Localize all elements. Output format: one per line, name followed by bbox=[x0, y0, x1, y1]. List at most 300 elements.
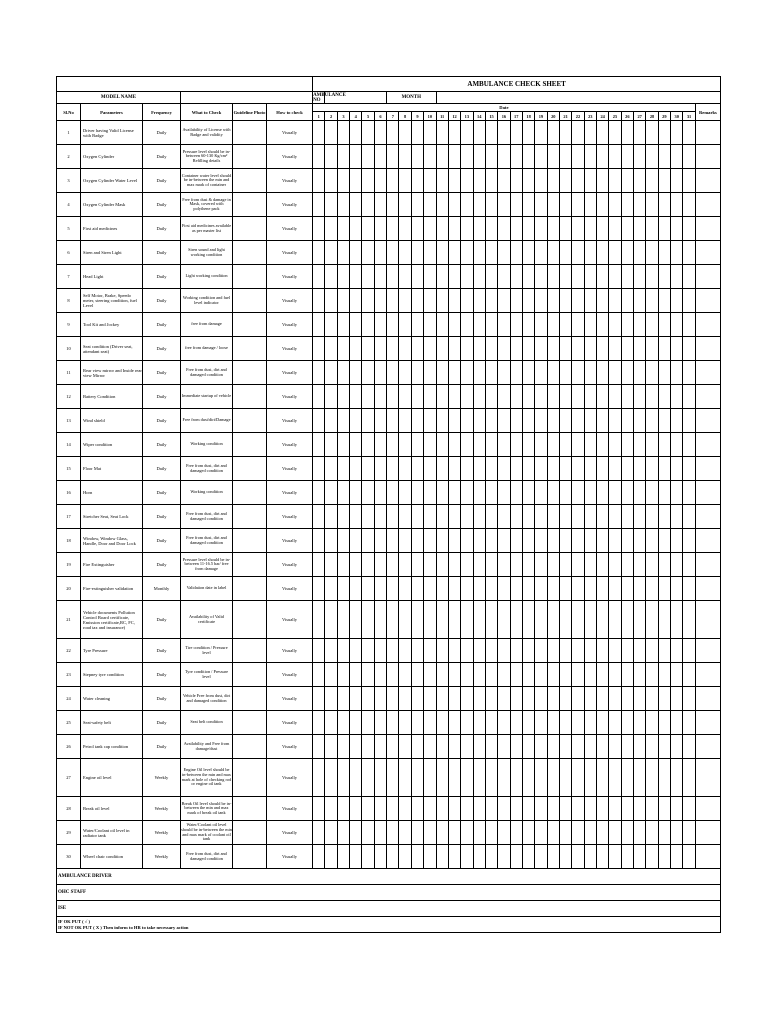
day-check-cell[interactable] bbox=[658, 385, 670, 409]
day-check-cell[interactable] bbox=[634, 433, 646, 457]
day-check-cell[interactable] bbox=[683, 639, 695, 663]
day-check-cell[interactable] bbox=[547, 457, 559, 481]
day-check-cell[interactable] bbox=[399, 457, 411, 481]
day-check-cell[interactable] bbox=[473, 121, 485, 145]
day-check-cell[interactable] bbox=[671, 639, 683, 663]
day-check-cell[interactable] bbox=[485, 457, 497, 481]
day-check-cell[interactable] bbox=[510, 145, 522, 169]
day-check-cell[interactable] bbox=[313, 553, 325, 577]
day-check-cell[interactable] bbox=[572, 409, 584, 433]
day-check-cell[interactable] bbox=[461, 313, 473, 337]
row-remarks[interactable] bbox=[695, 337, 720, 361]
day-check-cell[interactable] bbox=[325, 145, 337, 169]
day-check-cell[interactable] bbox=[584, 797, 596, 821]
day-check-cell[interactable] bbox=[559, 845, 571, 869]
day-check-cell[interactable] bbox=[399, 217, 411, 241]
day-check-cell[interactable] bbox=[362, 845, 374, 869]
day-check-cell[interactable] bbox=[498, 265, 510, 289]
day-check-cell[interactable] bbox=[424, 711, 436, 735]
row-remarks[interactable] bbox=[695, 759, 720, 797]
day-check-cell[interactable] bbox=[448, 601, 460, 639]
day-check-cell[interactable] bbox=[658, 409, 670, 433]
day-check-cell[interactable] bbox=[374, 553, 386, 577]
day-check-cell[interactable] bbox=[448, 337, 460, 361]
day-check-cell[interactable] bbox=[572, 687, 584, 711]
day-check-cell[interactable] bbox=[424, 577, 436, 601]
day-check-cell[interactable] bbox=[671, 481, 683, 505]
day-check-cell[interactable] bbox=[634, 217, 646, 241]
day-check-cell[interactable] bbox=[337, 821, 349, 845]
day-check-cell[interactable] bbox=[350, 577, 362, 601]
day-check-cell[interactable] bbox=[596, 663, 608, 687]
day-check-cell[interactable] bbox=[559, 313, 571, 337]
row-remarks[interactable] bbox=[695, 601, 720, 639]
day-check-cell[interactable] bbox=[313, 759, 325, 797]
day-check-cell[interactable] bbox=[350, 797, 362, 821]
day-check-cell[interactable] bbox=[411, 265, 423, 289]
day-check-cell[interactable] bbox=[572, 553, 584, 577]
day-check-cell[interactable] bbox=[609, 361, 621, 385]
day-check-cell[interactable] bbox=[584, 241, 596, 265]
day-check-cell[interactable] bbox=[596, 759, 608, 797]
day-check-cell[interactable] bbox=[337, 687, 349, 711]
day-check-cell[interactable] bbox=[387, 577, 399, 601]
day-check-cell[interactable] bbox=[510, 663, 522, 687]
day-check-cell[interactable] bbox=[325, 361, 337, 385]
day-check-cell[interactable] bbox=[374, 845, 386, 869]
day-check-cell[interactable] bbox=[547, 241, 559, 265]
day-check-cell[interactable] bbox=[621, 361, 633, 385]
day-check-cell[interactable] bbox=[609, 265, 621, 289]
day-check-cell[interactable] bbox=[485, 529, 497, 553]
day-check-cell[interactable] bbox=[374, 797, 386, 821]
day-check-cell[interactable] bbox=[609, 409, 621, 433]
day-check-cell[interactable] bbox=[522, 553, 534, 577]
day-check-cell[interactable] bbox=[325, 409, 337, 433]
day-check-cell[interactable] bbox=[350, 481, 362, 505]
day-check-cell[interactable] bbox=[448, 529, 460, 553]
day-check-cell[interactable] bbox=[473, 457, 485, 481]
day-check-cell[interactable] bbox=[559, 797, 571, 821]
day-check-cell[interactable] bbox=[399, 759, 411, 797]
day-check-cell[interactable] bbox=[399, 169, 411, 193]
day-check-cell[interactable] bbox=[485, 337, 497, 361]
day-check-cell[interactable] bbox=[485, 735, 497, 759]
day-check-cell[interactable] bbox=[411, 577, 423, 601]
day-check-cell[interactable] bbox=[535, 433, 547, 457]
day-check-cell[interactable] bbox=[350, 289, 362, 313]
row-remarks[interactable] bbox=[695, 663, 720, 687]
row-remarks[interactable] bbox=[695, 241, 720, 265]
day-check-cell[interactable] bbox=[658, 241, 670, 265]
day-check-cell[interactable] bbox=[584, 845, 596, 869]
day-check-cell[interactable] bbox=[436, 553, 448, 577]
day-check-cell[interactable] bbox=[609, 577, 621, 601]
day-check-cell[interactable] bbox=[671, 361, 683, 385]
row-remarks[interactable] bbox=[695, 845, 720, 869]
day-check-cell[interactable] bbox=[374, 121, 386, 145]
day-check-cell[interactable] bbox=[461, 361, 473, 385]
day-check-cell[interactable] bbox=[671, 759, 683, 797]
day-check-cell[interactable] bbox=[621, 265, 633, 289]
day-check-cell[interactable] bbox=[621, 169, 633, 193]
day-check-cell[interactable] bbox=[646, 313, 658, 337]
day-check-cell[interactable] bbox=[461, 505, 473, 529]
day-check-cell[interactable] bbox=[584, 289, 596, 313]
day-check-cell[interactable] bbox=[535, 601, 547, 639]
day-check-cell[interactable] bbox=[498, 289, 510, 313]
day-check-cell[interactable] bbox=[473, 797, 485, 821]
day-check-cell[interactable] bbox=[510, 505, 522, 529]
day-check-cell[interactable] bbox=[350, 639, 362, 663]
day-check-cell[interactable] bbox=[596, 601, 608, 639]
day-check-cell[interactable] bbox=[461, 797, 473, 821]
day-check-cell[interactable] bbox=[424, 845, 436, 869]
day-check-cell[interactable] bbox=[535, 265, 547, 289]
day-check-cell[interactable] bbox=[510, 759, 522, 797]
day-check-cell[interactable] bbox=[436, 505, 448, 529]
day-check-cell[interactable] bbox=[325, 217, 337, 241]
day-check-cell[interactable] bbox=[522, 759, 534, 797]
day-check-cell[interactable] bbox=[658, 711, 670, 735]
day-check-cell[interactable] bbox=[671, 337, 683, 361]
day-check-cell[interactable] bbox=[683, 529, 695, 553]
day-check-cell[interactable] bbox=[683, 337, 695, 361]
day-check-cell[interactable] bbox=[559, 821, 571, 845]
day-check-cell[interactable] bbox=[522, 845, 534, 869]
day-check-cell[interactable] bbox=[473, 265, 485, 289]
row-remarks[interactable] bbox=[695, 457, 720, 481]
day-check-cell[interactable] bbox=[658, 845, 670, 869]
day-check-cell[interactable] bbox=[572, 577, 584, 601]
day-check-cell[interactable] bbox=[473, 289, 485, 313]
day-check-cell[interactable] bbox=[313, 217, 325, 241]
day-check-cell[interactable] bbox=[411, 735, 423, 759]
day-check-cell[interactable] bbox=[559, 711, 571, 735]
day-check-cell[interactable] bbox=[362, 169, 374, 193]
day-check-cell[interactable] bbox=[411, 505, 423, 529]
day-check-cell[interactable] bbox=[559, 457, 571, 481]
day-check-cell[interactable] bbox=[350, 663, 362, 687]
day-check-cell[interactable] bbox=[362, 409, 374, 433]
day-check-cell[interactable] bbox=[325, 169, 337, 193]
day-check-cell[interactable] bbox=[671, 821, 683, 845]
day-check-cell[interactable] bbox=[399, 265, 411, 289]
day-check-cell[interactable] bbox=[436, 217, 448, 241]
row-remarks[interactable] bbox=[695, 289, 720, 313]
day-check-cell[interactable] bbox=[362, 735, 374, 759]
day-check-cell[interactable] bbox=[399, 821, 411, 845]
day-check-cell[interactable] bbox=[387, 639, 399, 663]
day-check-cell[interactable] bbox=[448, 735, 460, 759]
day-check-cell[interactable] bbox=[671, 313, 683, 337]
day-check-cell[interactable] bbox=[572, 639, 584, 663]
day-check-cell[interactable] bbox=[325, 735, 337, 759]
day-check-cell[interactable] bbox=[572, 821, 584, 845]
day-check-cell[interactable] bbox=[350, 337, 362, 361]
day-check-cell[interactable] bbox=[596, 289, 608, 313]
day-check-cell[interactable] bbox=[609, 759, 621, 797]
day-check-cell[interactable] bbox=[522, 663, 534, 687]
day-check-cell[interactable] bbox=[411, 759, 423, 797]
day-check-cell[interactable] bbox=[584, 639, 596, 663]
day-check-cell[interactable] bbox=[485, 121, 497, 145]
day-check-cell[interactable] bbox=[609, 313, 621, 337]
row-remarks[interactable] bbox=[695, 481, 720, 505]
day-check-cell[interactable] bbox=[671, 687, 683, 711]
day-check-cell[interactable] bbox=[559, 169, 571, 193]
day-check-cell[interactable] bbox=[350, 313, 362, 337]
day-check-cell[interactable] bbox=[535, 711, 547, 735]
day-check-cell[interactable] bbox=[671, 241, 683, 265]
day-check-cell[interactable] bbox=[485, 759, 497, 797]
day-check-cell[interactable] bbox=[374, 433, 386, 457]
day-check-cell[interactable] bbox=[436, 577, 448, 601]
day-check-cell[interactable] bbox=[596, 385, 608, 409]
day-check-cell[interactable] bbox=[313, 433, 325, 457]
day-check-cell[interactable] bbox=[535, 217, 547, 241]
day-check-cell[interactable] bbox=[399, 361, 411, 385]
day-check-cell[interactable] bbox=[424, 457, 436, 481]
day-check-cell[interactable] bbox=[387, 361, 399, 385]
day-check-cell[interactable] bbox=[350, 385, 362, 409]
day-check-cell[interactable] bbox=[510, 121, 522, 145]
day-check-cell[interactable] bbox=[609, 289, 621, 313]
day-check-cell[interactable] bbox=[658, 529, 670, 553]
day-check-cell[interactable] bbox=[547, 217, 559, 241]
day-check-cell[interactable] bbox=[374, 385, 386, 409]
day-check-cell[interactable] bbox=[510, 481, 522, 505]
day-check-cell[interactable] bbox=[498, 169, 510, 193]
day-check-cell[interactable] bbox=[485, 577, 497, 601]
day-check-cell[interactable] bbox=[411, 663, 423, 687]
day-check-cell[interactable] bbox=[683, 711, 695, 735]
day-check-cell[interactable] bbox=[584, 457, 596, 481]
day-check-cell[interactable] bbox=[473, 639, 485, 663]
day-check-cell[interactable] bbox=[337, 193, 349, 217]
day-check-cell[interactable] bbox=[448, 505, 460, 529]
day-check-cell[interactable] bbox=[411, 529, 423, 553]
day-check-cell[interactable] bbox=[473, 169, 485, 193]
day-check-cell[interactable] bbox=[399, 145, 411, 169]
day-check-cell[interactable] bbox=[646, 845, 658, 869]
day-check-cell[interactable] bbox=[325, 337, 337, 361]
day-check-cell[interactable] bbox=[547, 169, 559, 193]
day-check-cell[interactable] bbox=[510, 409, 522, 433]
day-check-cell[interactable] bbox=[547, 361, 559, 385]
day-check-cell[interactable] bbox=[350, 505, 362, 529]
day-check-cell[interactable] bbox=[362, 505, 374, 529]
day-check-cell[interactable] bbox=[337, 759, 349, 797]
day-check-cell[interactable] bbox=[621, 687, 633, 711]
day-check-cell[interactable] bbox=[510, 361, 522, 385]
day-check-cell[interactable] bbox=[609, 121, 621, 145]
day-check-cell[interactable] bbox=[313, 639, 325, 663]
day-check-cell[interactable] bbox=[584, 169, 596, 193]
day-check-cell[interactable] bbox=[411, 313, 423, 337]
day-check-cell[interactable] bbox=[547, 481, 559, 505]
day-check-cell[interactable] bbox=[411, 687, 423, 711]
day-check-cell[interactable] bbox=[572, 845, 584, 869]
day-check-cell[interactable] bbox=[448, 553, 460, 577]
day-check-cell[interactable] bbox=[461, 337, 473, 361]
day-check-cell[interactable] bbox=[424, 639, 436, 663]
day-check-cell[interactable] bbox=[634, 845, 646, 869]
day-check-cell[interactable] bbox=[646, 457, 658, 481]
day-check-cell[interactable] bbox=[522, 337, 534, 361]
day-check-cell[interactable] bbox=[683, 457, 695, 481]
day-check-cell[interactable] bbox=[535, 735, 547, 759]
day-check-cell[interactable] bbox=[387, 845, 399, 869]
day-check-cell[interactable] bbox=[313, 385, 325, 409]
day-check-cell[interactable] bbox=[658, 481, 670, 505]
day-check-cell[interactable] bbox=[522, 433, 534, 457]
row-remarks[interactable] bbox=[695, 265, 720, 289]
day-check-cell[interactable] bbox=[646, 337, 658, 361]
day-check-cell[interactable] bbox=[559, 217, 571, 241]
day-check-cell[interactable] bbox=[473, 577, 485, 601]
day-check-cell[interactable] bbox=[337, 505, 349, 529]
day-check-cell[interactable] bbox=[362, 601, 374, 639]
day-check-cell[interactable] bbox=[362, 337, 374, 361]
day-check-cell[interactable] bbox=[350, 145, 362, 169]
day-check-cell[interactable] bbox=[547, 821, 559, 845]
day-check-cell[interactable] bbox=[461, 663, 473, 687]
day-check-cell[interactable] bbox=[350, 845, 362, 869]
day-check-cell[interactable] bbox=[424, 797, 436, 821]
day-check-cell[interactable] bbox=[473, 385, 485, 409]
day-check-cell[interactable] bbox=[424, 193, 436, 217]
day-check-cell[interactable] bbox=[436, 711, 448, 735]
day-check-cell[interactable] bbox=[424, 145, 436, 169]
day-check-cell[interactable] bbox=[510, 193, 522, 217]
day-check-cell[interactable] bbox=[337, 433, 349, 457]
day-check-cell[interactable] bbox=[473, 337, 485, 361]
day-check-cell[interactable] bbox=[658, 735, 670, 759]
day-check-cell[interactable] bbox=[498, 601, 510, 639]
day-check-cell[interactable] bbox=[683, 433, 695, 457]
day-check-cell[interactable] bbox=[547, 121, 559, 145]
day-check-cell[interactable] bbox=[387, 711, 399, 735]
day-check-cell[interactable] bbox=[671, 553, 683, 577]
day-check-cell[interactable] bbox=[325, 457, 337, 481]
day-check-cell[interactable] bbox=[325, 193, 337, 217]
day-check-cell[interactable] bbox=[572, 457, 584, 481]
day-check-cell[interactable] bbox=[683, 601, 695, 639]
day-check-cell[interactable] bbox=[387, 121, 399, 145]
day-check-cell[interactable] bbox=[683, 577, 695, 601]
day-check-cell[interactable] bbox=[498, 409, 510, 433]
day-check-cell[interactable] bbox=[646, 759, 658, 797]
day-check-cell[interactable] bbox=[634, 505, 646, 529]
day-check-cell[interactable] bbox=[325, 687, 337, 711]
day-check-cell[interactable] bbox=[350, 193, 362, 217]
day-check-cell[interactable] bbox=[325, 121, 337, 145]
day-check-cell[interactable] bbox=[683, 121, 695, 145]
day-check-cell[interactable] bbox=[337, 711, 349, 735]
day-check-cell[interactable] bbox=[498, 145, 510, 169]
day-check-cell[interactable] bbox=[411, 601, 423, 639]
day-check-cell[interactable] bbox=[461, 289, 473, 313]
day-check-cell[interactable] bbox=[510, 313, 522, 337]
day-check-cell[interactable] bbox=[522, 385, 534, 409]
day-check-cell[interactable] bbox=[621, 289, 633, 313]
day-check-cell[interactable] bbox=[473, 481, 485, 505]
day-check-cell[interactable] bbox=[325, 797, 337, 821]
day-check-cell[interactable] bbox=[522, 409, 534, 433]
day-check-cell[interactable] bbox=[671, 845, 683, 869]
day-check-cell[interactable] bbox=[535, 409, 547, 433]
row-remarks[interactable] bbox=[695, 313, 720, 337]
day-check-cell[interactable] bbox=[683, 797, 695, 821]
day-check-cell[interactable] bbox=[411, 145, 423, 169]
day-check-cell[interactable] bbox=[671, 797, 683, 821]
day-check-cell[interactable] bbox=[572, 797, 584, 821]
day-check-cell[interactable] bbox=[584, 409, 596, 433]
row-remarks[interactable] bbox=[695, 735, 720, 759]
day-check-cell[interactable] bbox=[473, 553, 485, 577]
day-check-cell[interactable] bbox=[424, 265, 436, 289]
row-remarks[interactable] bbox=[695, 553, 720, 577]
day-check-cell[interactable] bbox=[671, 433, 683, 457]
day-check-cell[interactable] bbox=[547, 337, 559, 361]
day-check-cell[interactable] bbox=[498, 361, 510, 385]
day-check-cell[interactable] bbox=[350, 265, 362, 289]
day-check-cell[interactable] bbox=[572, 193, 584, 217]
day-check-cell[interactable] bbox=[596, 433, 608, 457]
day-check-cell[interactable] bbox=[337, 361, 349, 385]
day-check-cell[interactable] bbox=[473, 409, 485, 433]
day-check-cell[interactable] bbox=[362, 433, 374, 457]
day-check-cell[interactable] bbox=[448, 289, 460, 313]
day-check-cell[interactable] bbox=[325, 639, 337, 663]
day-check-cell[interactable] bbox=[399, 241, 411, 265]
day-check-cell[interactable] bbox=[683, 481, 695, 505]
day-check-cell[interactable] bbox=[646, 735, 658, 759]
day-check-cell[interactable] bbox=[362, 457, 374, 481]
day-check-cell[interactable] bbox=[510, 385, 522, 409]
day-check-cell[interactable] bbox=[337, 409, 349, 433]
day-check-cell[interactable] bbox=[448, 265, 460, 289]
day-check-cell[interactable] bbox=[522, 193, 534, 217]
day-check-cell[interactable] bbox=[584, 687, 596, 711]
day-check-cell[interactable] bbox=[621, 241, 633, 265]
day-check-cell[interactable] bbox=[634, 735, 646, 759]
day-check-cell[interactable] bbox=[522, 529, 534, 553]
day-check-cell[interactable] bbox=[424, 663, 436, 687]
day-check-cell[interactable] bbox=[621, 797, 633, 821]
day-check-cell[interactable] bbox=[411, 639, 423, 663]
row-remarks[interactable] bbox=[695, 217, 720, 241]
day-check-cell[interactable] bbox=[547, 289, 559, 313]
day-check-cell[interactable] bbox=[609, 241, 621, 265]
day-check-cell[interactable] bbox=[658, 265, 670, 289]
day-check-cell[interactable] bbox=[584, 217, 596, 241]
day-check-cell[interactable] bbox=[362, 361, 374, 385]
day-check-cell[interactable] bbox=[325, 577, 337, 601]
day-check-cell[interactable] bbox=[362, 759, 374, 797]
day-check-cell[interactable] bbox=[646, 145, 658, 169]
day-check-cell[interactable] bbox=[634, 145, 646, 169]
day-check-cell[interactable] bbox=[424, 217, 436, 241]
day-check-cell[interactable] bbox=[461, 735, 473, 759]
day-check-cell[interactable] bbox=[683, 845, 695, 869]
day-check-cell[interactable] bbox=[362, 241, 374, 265]
day-check-cell[interactable] bbox=[325, 601, 337, 639]
day-check-cell[interactable] bbox=[350, 529, 362, 553]
day-check-cell[interactable] bbox=[424, 121, 436, 145]
day-check-cell[interactable] bbox=[485, 505, 497, 529]
